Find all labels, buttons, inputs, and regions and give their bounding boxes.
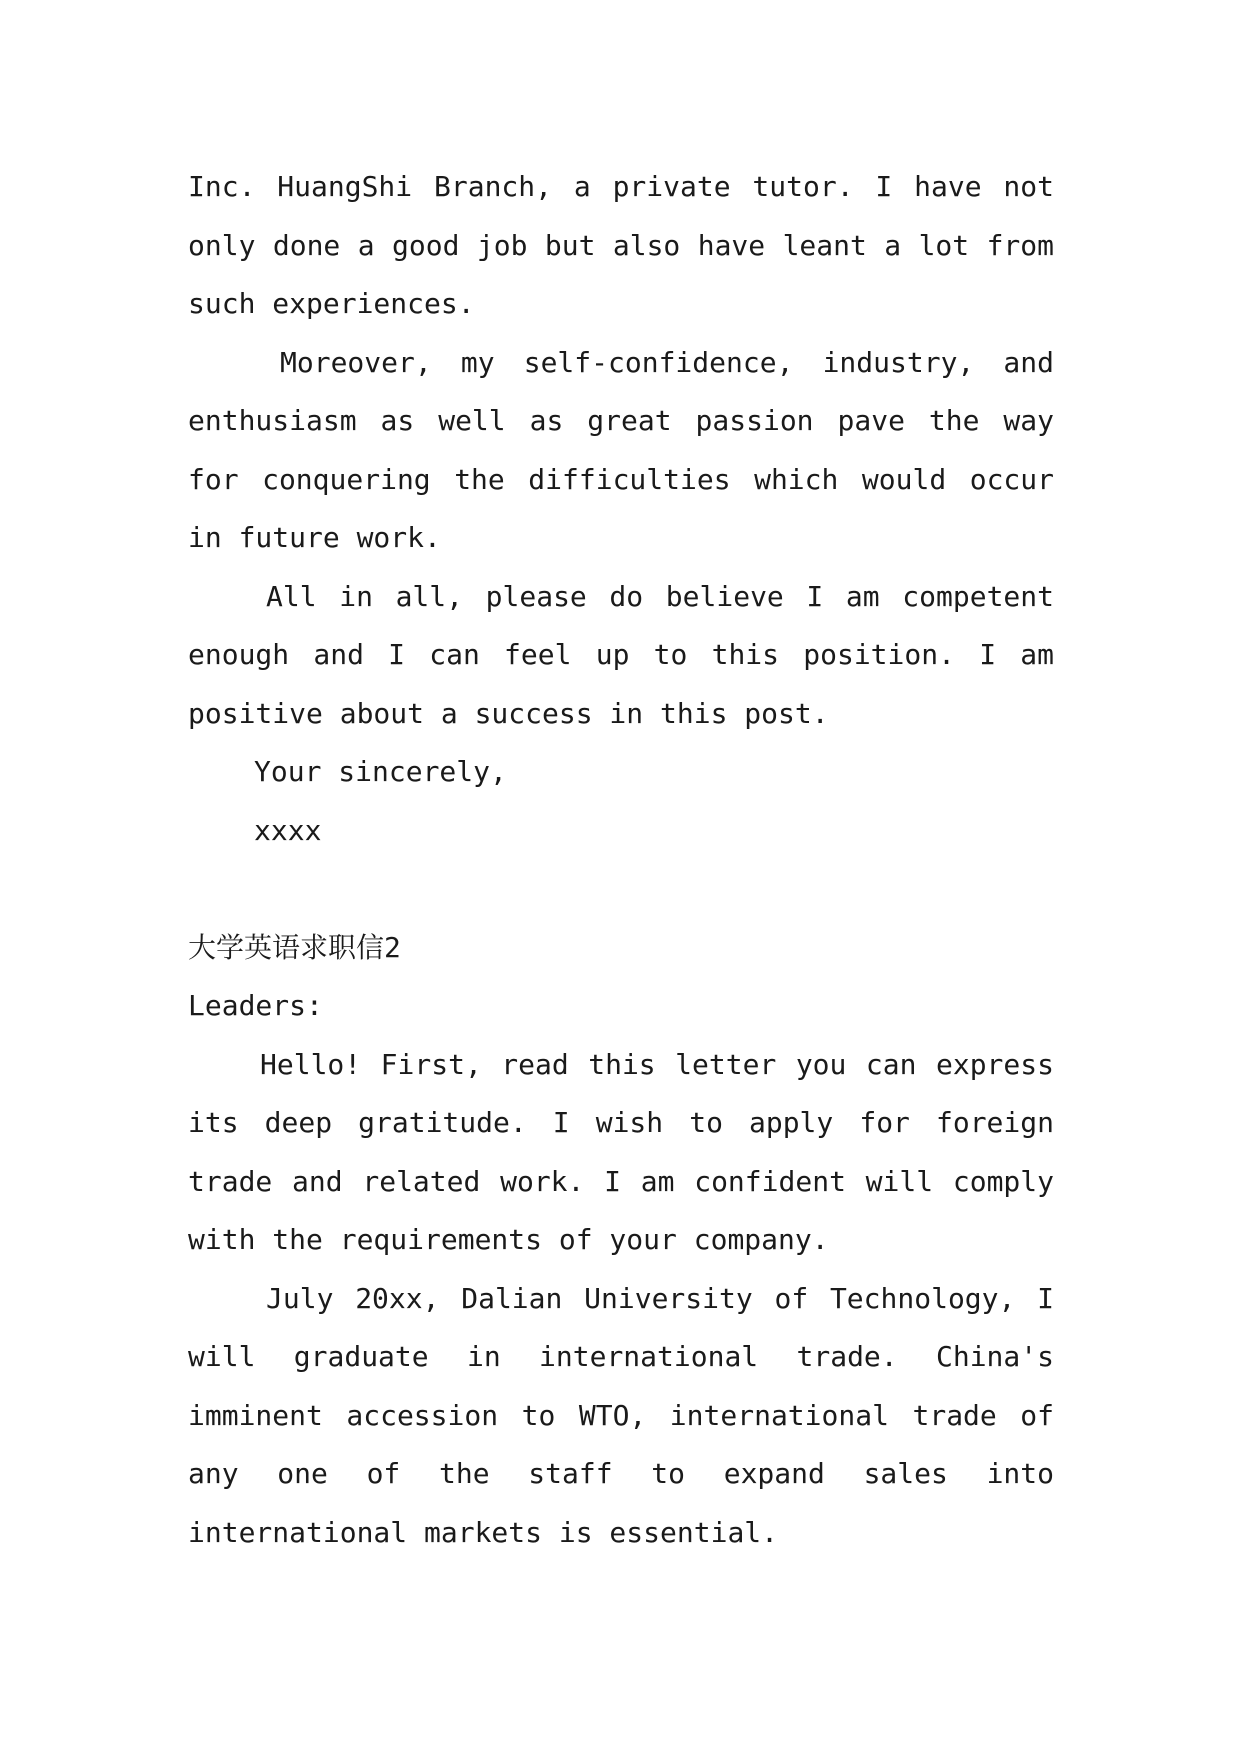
paragraph-experience: Inc. HuangShi Branch, a private tutor. I have not only done a good job but also have leant a lot from such experiences. xyxy=(188,170,1054,320)
salutation: Leaders: xyxy=(188,989,323,1022)
closing-line: Your sincerely, xyxy=(254,755,507,788)
paragraph-moreover: Moreover, my self-confidence, industry, and enthusiasm as well as great passion pave the way for conquering the difficulties which would occur in future work. xyxy=(188,345,1054,554)
paragraph-july: July 20xx, Dalian University of Technology, I will graduate in international trade. China's imminent accession to WTO, international trade of any one of the staff to expand sales into international markets is essential. xyxy=(188,1281,1054,1549)
section-title: 大学英语求职信2 xyxy=(188,930,401,964)
section-gap xyxy=(188,860,1054,919)
signature: xxxx xyxy=(254,813,322,847)
paragraph-all-in-all: All in all, please do believe I am competent enough and I can feel up to this position. I am positive about a success in this post. xyxy=(188,579,1054,730)
letter-body xyxy=(188,158,1054,1562)
paragraph-hello: Hello! First, read this letter you can express its deep gratitude. I wish to apply for foreign trade and related work. I am confident will comply with the requirements of your company. xyxy=(188,1047,1054,1256)
